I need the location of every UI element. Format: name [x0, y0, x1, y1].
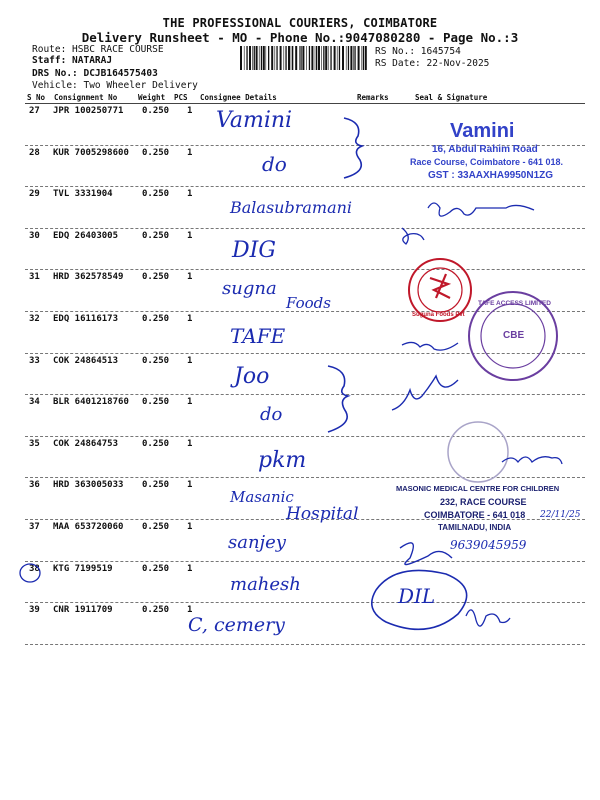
handwritten-name: Masanic: [230, 488, 294, 506]
row-consignment: TVL 3331904: [53, 189, 113, 200]
row-pcs: 1: [187, 147, 193, 158]
col-sno: S No: [27, 93, 46, 102]
row-weight: 0.250: [142, 272, 170, 283]
vamini-stamp-address: 16, Abdul Rahim Road: [432, 144, 538, 155]
row-pcs: 1: [187, 605, 193, 616]
handwritten-name: DIG: [232, 238, 276, 263]
handwritten-date: 22/11/25: [540, 510, 581, 520]
row-sno: 27: [29, 106, 40, 116]
table-row: [25, 603, 585, 643]
row-sno: 30: [29, 230, 40, 241]
row-sno: 31: [29, 272, 40, 283]
row-pcs: 1: [187, 106, 193, 116]
company-title: THE PROFESSIONAL COURIERS, COIMBATORE: [162, 16, 438, 30]
col-seal: Seal & Signature: [415, 93, 488, 102]
vehicle-label: Vehicle: Two Wheeler Delivery: [32, 80, 198, 91]
handwritten-name: do: [260, 404, 283, 425]
row-pcs: 1: [187, 397, 193, 408]
handwritten-name: mahesh: [230, 574, 301, 595]
row-weight: 0.250: [142, 438, 170, 449]
row-pcs: 1: [187, 522, 193, 532]
row-weight: 0.250: [142, 106, 170, 116]
suguna-stamp-text: Suguna Foods Pvt: [412, 312, 465, 318]
row-sno: 39: [29, 605, 40, 616]
row-weight: 0.250: [142, 355, 170, 366]
row-consignment: JPR 100250771: [53, 106, 124, 116]
handwritten-dil: DIL: [398, 584, 436, 608]
masonic-stamp-line: MASONIC MEDICAL CENTRE FOR CHILDREN: [396, 484, 560, 493]
row-sno: 32: [29, 314, 40, 324]
col-consignment: Consignment No: [54, 93, 118, 102]
row-consignment: BLR 6401218760: [53, 397, 129, 408]
table-row: [25, 229, 585, 269]
masonic-stamp-line: 232, RACE COURSE: [440, 497, 527, 507]
row-weight: 0.250: [142, 397, 170, 408]
row-sno: 38: [29, 563, 40, 574]
staff-label: Staff: NATARAJ: [32, 55, 113, 66]
col-pcs: PCS: [174, 93, 188, 102]
row-weight: 0.250: [142, 522, 170, 532]
tafe-stamp-city: CBE: [503, 330, 525, 341]
row-pcs: 1: [187, 480, 193, 491]
handwritten-name: Balasubramani: [230, 198, 353, 217]
row-sno: 35: [29, 438, 40, 449]
row-consignment: KTG 7199519: [53, 563, 113, 574]
row-consignment: COK 24864513: [53, 355, 119, 366]
row-weight: 0.250: [142, 480, 170, 491]
vamini-stamp-gst: GST : 33AAXHA9950N1ZG: [428, 170, 554, 181]
masonic-stamp-line: TAMILNADU, INDIA: [438, 523, 512, 532]
rs-no-label: RS No.: 1645754: [375, 46, 461, 57]
vamini-stamp-address: Race Course, Coimbatore - 641 018.: [410, 157, 564, 167]
drs-label: DRS No.: DCJB164575403: [32, 68, 158, 79]
row-sno: 34: [29, 397, 40, 408]
table-row: [25, 562, 585, 602]
row-consignment: COK 24864753: [53, 438, 119, 449]
route-label: Route: HSBC RACE COURSE: [32, 44, 164, 55]
row-pcs: 1: [187, 355, 193, 366]
row-sno: 36: [29, 480, 40, 491]
row-pcs: 1: [187, 438, 193, 449]
row-sno: 37: [29, 522, 40, 532]
handwritten-phone: 9639045959: [450, 538, 527, 552]
handwritten-name: sugna: [222, 278, 277, 299]
row-consignment: KUR 7005298600: [53, 147, 129, 158]
row-pcs: 1: [187, 272, 193, 283]
table-row: [25, 354, 585, 394]
table-row: [25, 312, 585, 352]
handwritten-name: Vamini: [216, 108, 293, 133]
handwritten-name: Joo: [234, 364, 270, 389]
col-consignee: Consignee Details: [200, 93, 277, 102]
row-consignment: CNR 1911709: [53, 605, 113, 616]
row-consignment: EDQ 26403005: [53, 230, 119, 241]
row-pcs: 1: [187, 230, 193, 241]
handwritten-name: C, cemery: [188, 614, 285, 636]
handwritten-name: do: [262, 152, 287, 176]
rs-date-label: RS Date: 22-Nov-2025: [375, 58, 490, 69]
row-sno: 29: [29, 189, 40, 200]
row-weight: 0.250: [142, 189, 170, 200]
handwritten-name: Hospital: [286, 504, 359, 524]
vamini-stamp-name: Vamini: [450, 120, 515, 142]
handwritten-name: pkm: [258, 448, 307, 473]
row-weight: 0.250: [142, 230, 170, 241]
col-remarks: Remarks: [357, 93, 389, 102]
row-weight: 0.250: [142, 563, 170, 574]
handwritten-name: TAFE: [230, 324, 286, 348]
row-weight: 0.250: [142, 147, 170, 158]
row-divider: [25, 644, 585, 645]
tafe-stamp-text: TAFE ACCESS LIMITED: [478, 300, 551, 307]
row-consignment: HRD 363005033: [53, 480, 124, 491]
row-pcs: 1: [187, 189, 193, 200]
handwritten-name: sanjey: [228, 532, 286, 553]
row-weight: 0.250: [142, 314, 170, 324]
row-consignment: HRD 362578549: [53, 272, 124, 283]
row-sno: 33: [29, 355, 40, 366]
table-row: [25, 395, 585, 435]
barcode-icon: [240, 46, 367, 70]
runsheet-subtitle: Delivery Runsheet - MO - Phone No.:9047080280 - Page No.:3: [81, 30, 519, 45]
row-weight: 0.250: [142, 605, 170, 616]
row-consignment: MAA 653720060: [53, 522, 124, 532]
handwritten-name: Foods: [286, 294, 331, 312]
row-sno: 28: [29, 147, 40, 158]
row-pcs: 1: [187, 314, 193, 324]
masonic-stamp-line: COIMBATORE - 641 018: [424, 510, 526, 520]
row-consignment: EDQ 16116173: [53, 314, 119, 324]
col-weight: Weight: [138, 93, 166, 102]
row-pcs: 1: [187, 563, 193, 574]
